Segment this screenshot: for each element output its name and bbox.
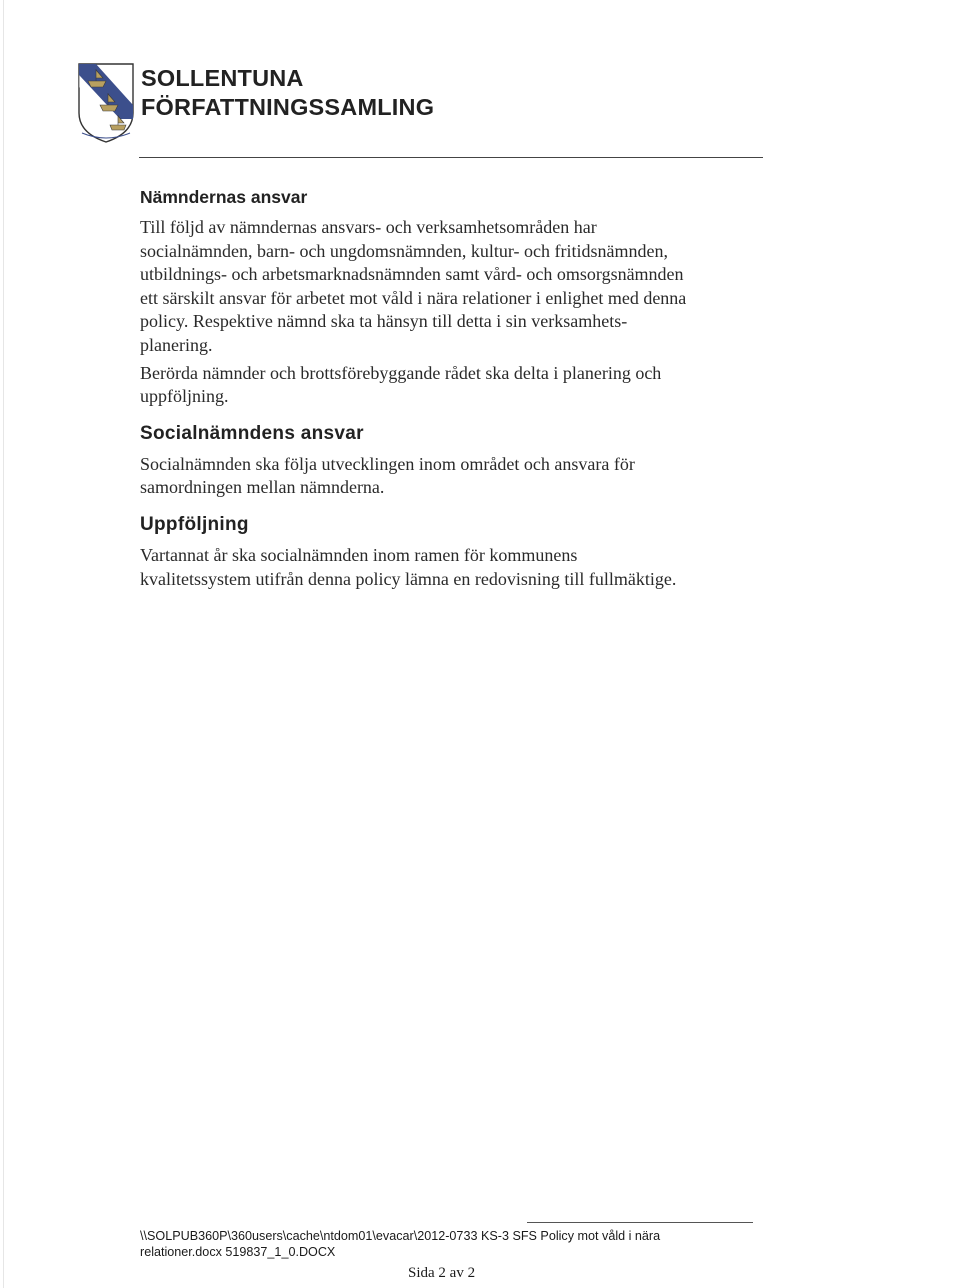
- footer-divider: [527, 1222, 753, 1223]
- text-line: ett särskilt ansvar för arbetet mot våld i nära relationer i enlighet med denna: [140, 287, 687, 308]
- coat-of-arms-icon: [76, 61, 136, 145]
- title-line-2: FÖRFATTNINGSSAMLING: [141, 94, 435, 120]
- text-line: uppföljning.: [140, 386, 229, 407]
- title-line-1: SOLLENTUNA: [141, 65, 304, 91]
- page-number: Sida 2 av 2: [408, 1265, 476, 1281]
- text-line: samordningen mellan nämnderna.: [140, 477, 385, 498]
- paragraph-socialnamndens-ansvar: [140, 453, 780, 500]
- section-heading-uppfoljning: Uppföljning: [140, 513, 249, 535]
- paragraph-berorda-namnder: [140, 362, 780, 409]
- paragraph-uppfoljning: [140, 544, 780, 591]
- text-line: Berörda nämnder och brottsförebyggande rådet ska delta i planering och: [140, 362, 662, 383]
- text-line: Socialnämnden ska följa utvecklingen inom området och ansvara för: [140, 453, 635, 474]
- footer-path-line-1: \\SOLPUB360P\360users\cache\ntdom01\evacar\2012-0733 KS-3 SFS Policy mot våld i nära: [140, 1229, 661, 1243]
- header-divider: [139, 157, 763, 158]
- section-heading-socialnamndens-ansvar: Socialnämndens ansvar: [140, 422, 364, 444]
- footer-file-path: [140, 1228, 660, 1260]
- text-line: utbildnings- och arbetsmarknadsnämnden samt vård- och omsorgsnämnden: [140, 264, 684, 285]
- text-line: planering.: [140, 334, 213, 355]
- text-line: Till följd av nämndernas ansvars- och verksamhetsområden har: [140, 217, 597, 237]
- paragraph-namndernas-ansvar: [140, 216, 780, 358]
- publication-title: [141, 64, 434, 122]
- text-line: socialnämnden, barn- och ungdomsnämnden, kultur- och fritidsnämnden,: [140, 240, 669, 261]
- page-edge: [3, 0, 4, 1288]
- text-line: Vartannat år ska socialnämnden inom ramen för kommunens: [140, 544, 578, 565]
- footer-path-line-2: relationer.docx 519837_1_0.DOCX: [140, 1245, 336, 1259]
- document-body: [140, 186, 780, 591]
- text-line: kvalitetssystem utifrån denna policy lämna en redovisning till fullmäktige.: [140, 568, 677, 589]
- text-line: policy. Respektive nämnd ska ta hänsyn till detta i sin verksamhets-: [140, 311, 628, 332]
- section-heading-namndernas-ansvar: Nämndernas ansvar: [140, 187, 308, 207]
